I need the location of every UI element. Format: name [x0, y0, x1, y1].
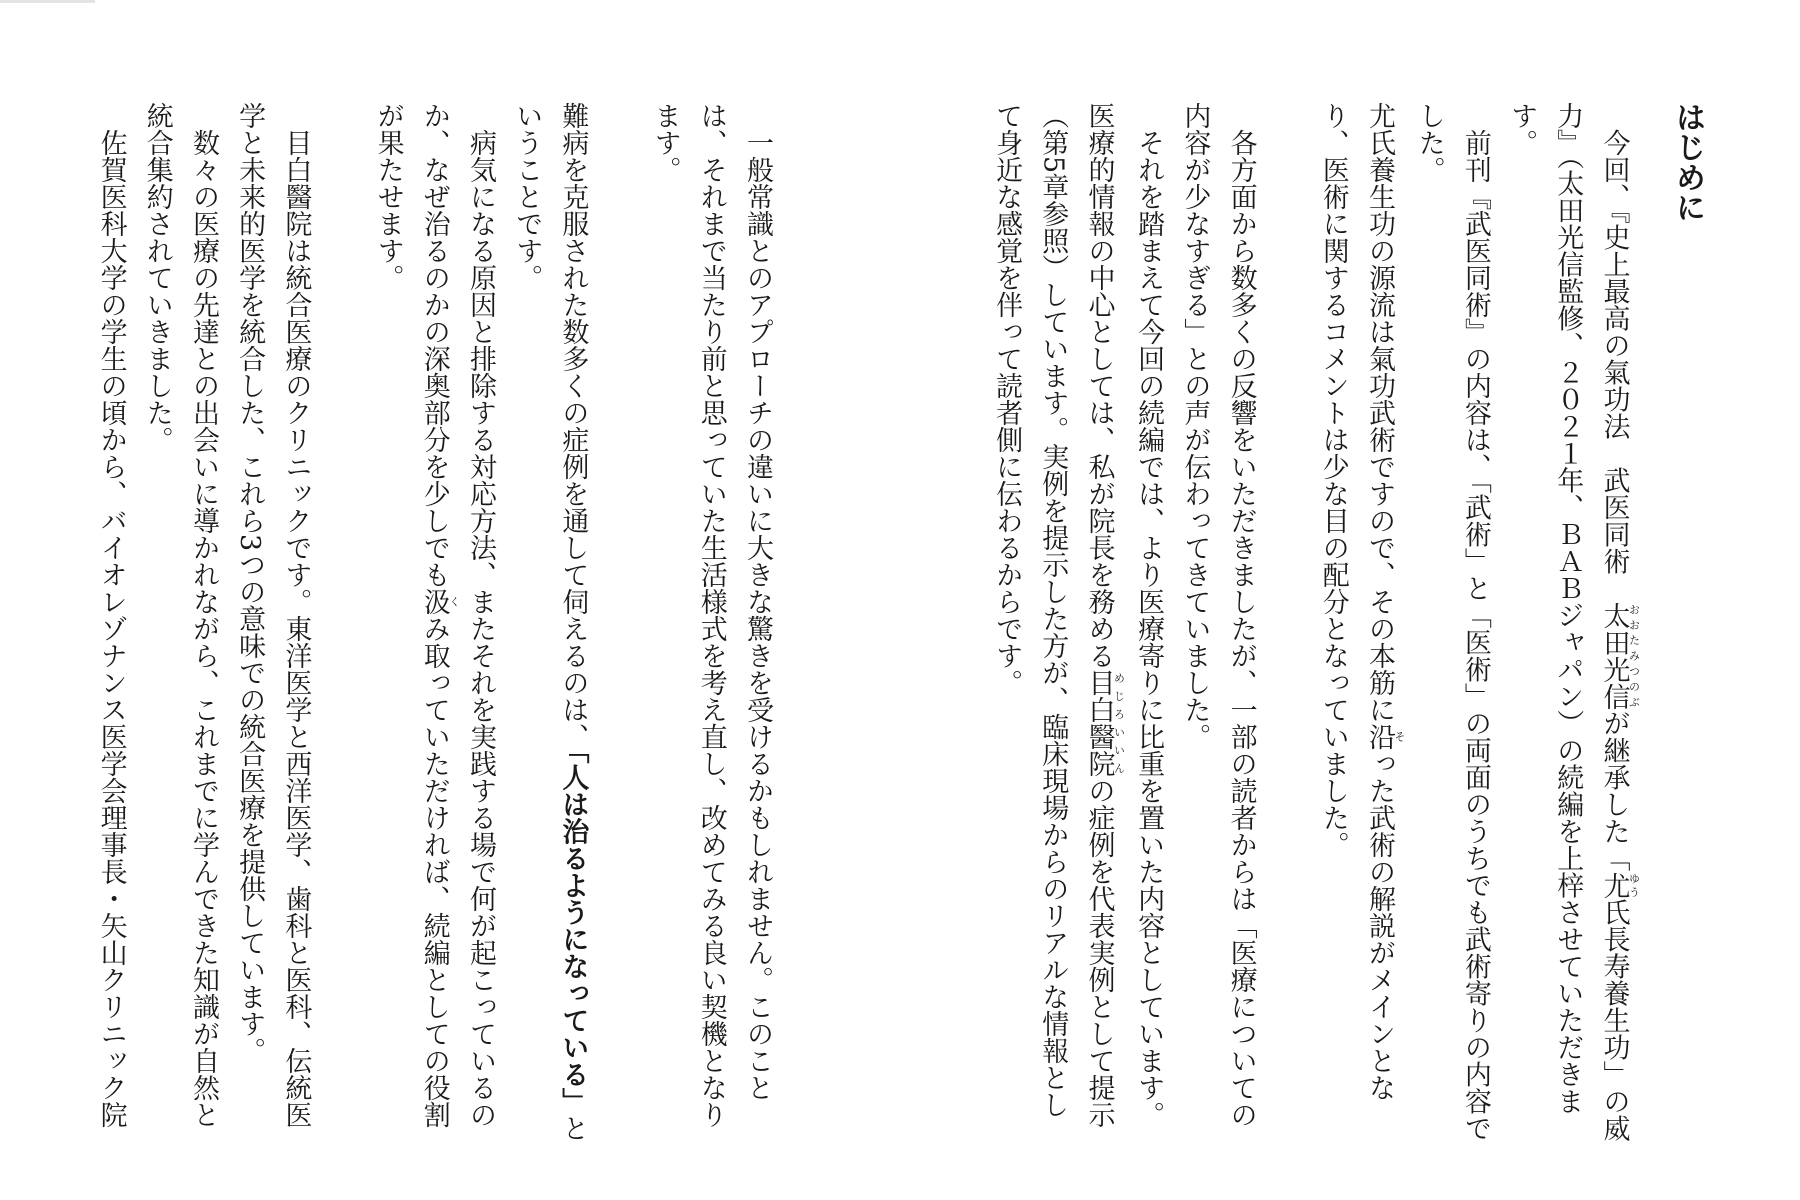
left-page-text: [95, 102, 780, 1142]
ruby-word: 尤ゆう: [1598, 871, 1641, 899]
ruby-word: 目白醫院めじろいいん: [1083, 669, 1126, 777]
chapter-title: はじめに: [1670, 102, 1705, 222]
paragraph: 尤氏養生功の源流は氣功武術ですので、その本筋に沿そった武術の解説がメインとなり、医術に関するコメントは少な目の配分となっていました。: [1317, 102, 1406, 1101]
paragraph: 一般常識とのアプローチの違いに大きな驚きを受けるかもしれません。このことは、それまで当たり前と思っていた生活様式を考え直し、改めてみる良い契機となります。: [649, 102, 773, 1128]
paragraph: 病気になる原因と排除する対応方法、またそれを実践する場で何が起こっているのか、なぜ治るのかの深奥部分を少しでも汲くみ取っていただければ、続編としての役割が果たせます。: [372, 102, 496, 1128]
paragraph: 難病を克服された数多くの症例を通して伺えるのは、「人は治るようになっている」ということです。: [511, 102, 589, 1142]
paragraph: 数々の医療の先達との出会いに導かれながら、これまでに学んできた知識が自然と統合集約されていきました。: [141, 102, 219, 1128]
ruby-word: 太田光信おおたみつのぶ: [1598, 601, 1641, 710]
paragraph: 前刊『武医同術』の内容は、「武術」と「医術」の両面のうちでも武術寄りの内容でした。: [1413, 102, 1491, 1142]
emphasis-text: 「人は治るようになっている」: [557, 750, 589, 1115]
paragraph: 佐賀医科大学の学生の頃から、バイオレゾナンス医学会理事長・矢山クリニック院: [95, 129, 127, 1128]
blank-line: [1264, 102, 1310, 1142]
paragraph: 今回、『史上最高の氣功法 武医同術 太田光信おおたみつのぶが継承した「尤ゆう氏長寿養生功」の威力』（太田光信監修、２０２１年、ＢＡＢジャパン）の続編を上梓させていただきます。: [1506, 102, 1641, 1142]
paragraph: 医療的情報の中心としては、私が院長を務める目白醫院めじろいいんの症例を代表実例として提示（第5章参照）しています。実例を提示した方が、臨床現場からのリアルな情報として身近な感覚を伴って読者側に伝わるからです。: [991, 102, 1126, 1128]
paragraph: 目白醫院は統合医療のクリニックです。東洋医学と西洋医学、歯科と医科、伝統医学と未来的医学を統合した、これら3つの意味での統合医療を提供しています。: [234, 102, 312, 1128]
right-page-text: [991, 102, 1710, 1142]
paragraph: 各方面から数多くの反響をいただきましたが、一部の読者からは「医療についての内容が少なすぎる」との声が伝わってきていました。: [1179, 102, 1257, 1128]
paragraph: それを踏まえて今回の続編では、より医療寄りに比重を置いた内容としています。: [1133, 129, 1165, 1128]
blank-line: [318, 102, 364, 1142]
ruby-word: 汲く: [418, 588, 461, 615]
ruby-word: 沿そ: [1363, 723, 1406, 750]
page-corner-tab: [0, 0, 95, 3]
